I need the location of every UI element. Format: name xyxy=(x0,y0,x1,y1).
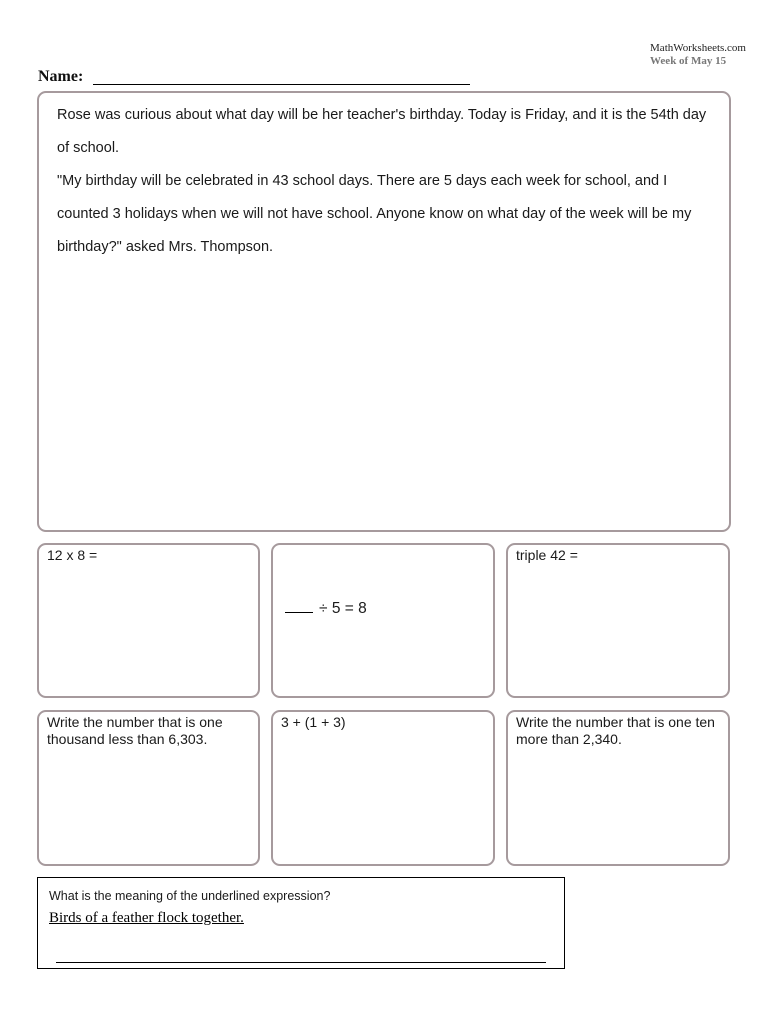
name-label: Name: xyxy=(38,68,84,85)
problem-box-divide[interactable] xyxy=(271,543,495,698)
problem-box-multiply[interactable] xyxy=(37,543,260,698)
idiom-expression: Birds of a feather flock together. xyxy=(49,910,244,926)
problem-divide-equation xyxy=(285,600,367,618)
divide-answer-blank[interactable] xyxy=(285,612,313,613)
site-name: MathWorksheets.com xyxy=(650,42,746,54)
site-header xyxy=(650,42,746,68)
problem-triple-text: triple 42 = xyxy=(516,547,578,563)
problem-thousand-less-text: Write the number that is one thousand less than 6,303. xyxy=(47,714,223,747)
problem-divide-text: ÷ 5 = 8 xyxy=(319,600,367,617)
week-label: Week of May 15 xyxy=(650,55,727,67)
problem-multiply-text: 12 x 8 = xyxy=(47,547,98,563)
problem-box-thousand-less[interactable] xyxy=(37,710,260,866)
problem-box-expression[interactable] xyxy=(271,710,495,866)
problem-box-ten-more[interactable] xyxy=(506,710,730,866)
problem-box-triple[interactable] xyxy=(506,543,730,698)
word-problem-box[interactable] xyxy=(37,91,731,532)
problem-expression-text: 3 + (1 + 3) xyxy=(281,714,346,730)
word-problem-paragraph-2: "My birthday will be celebrated in 43 school days. There are 5 days each week for school, and I counted 3 holidays when we will not have school. Anyone know on what day of the week will be my birthday?" asked Mrs. Thompson. xyxy=(57,173,692,255)
idiom-answer-line[interactable] xyxy=(56,962,546,963)
idiom-box xyxy=(37,877,565,969)
problem-ten-more-text: Write the number that is one ten more than 2,340. xyxy=(516,714,715,747)
name-input-line[interactable] xyxy=(93,84,470,85)
word-problem-paragraph-1: Rose was curious about what day will be her teacher's birthday. Today is Friday, and it is the 54th day of school. xyxy=(57,107,707,156)
idiom-question: What is the meaning of the underlined expression? xyxy=(49,889,331,903)
